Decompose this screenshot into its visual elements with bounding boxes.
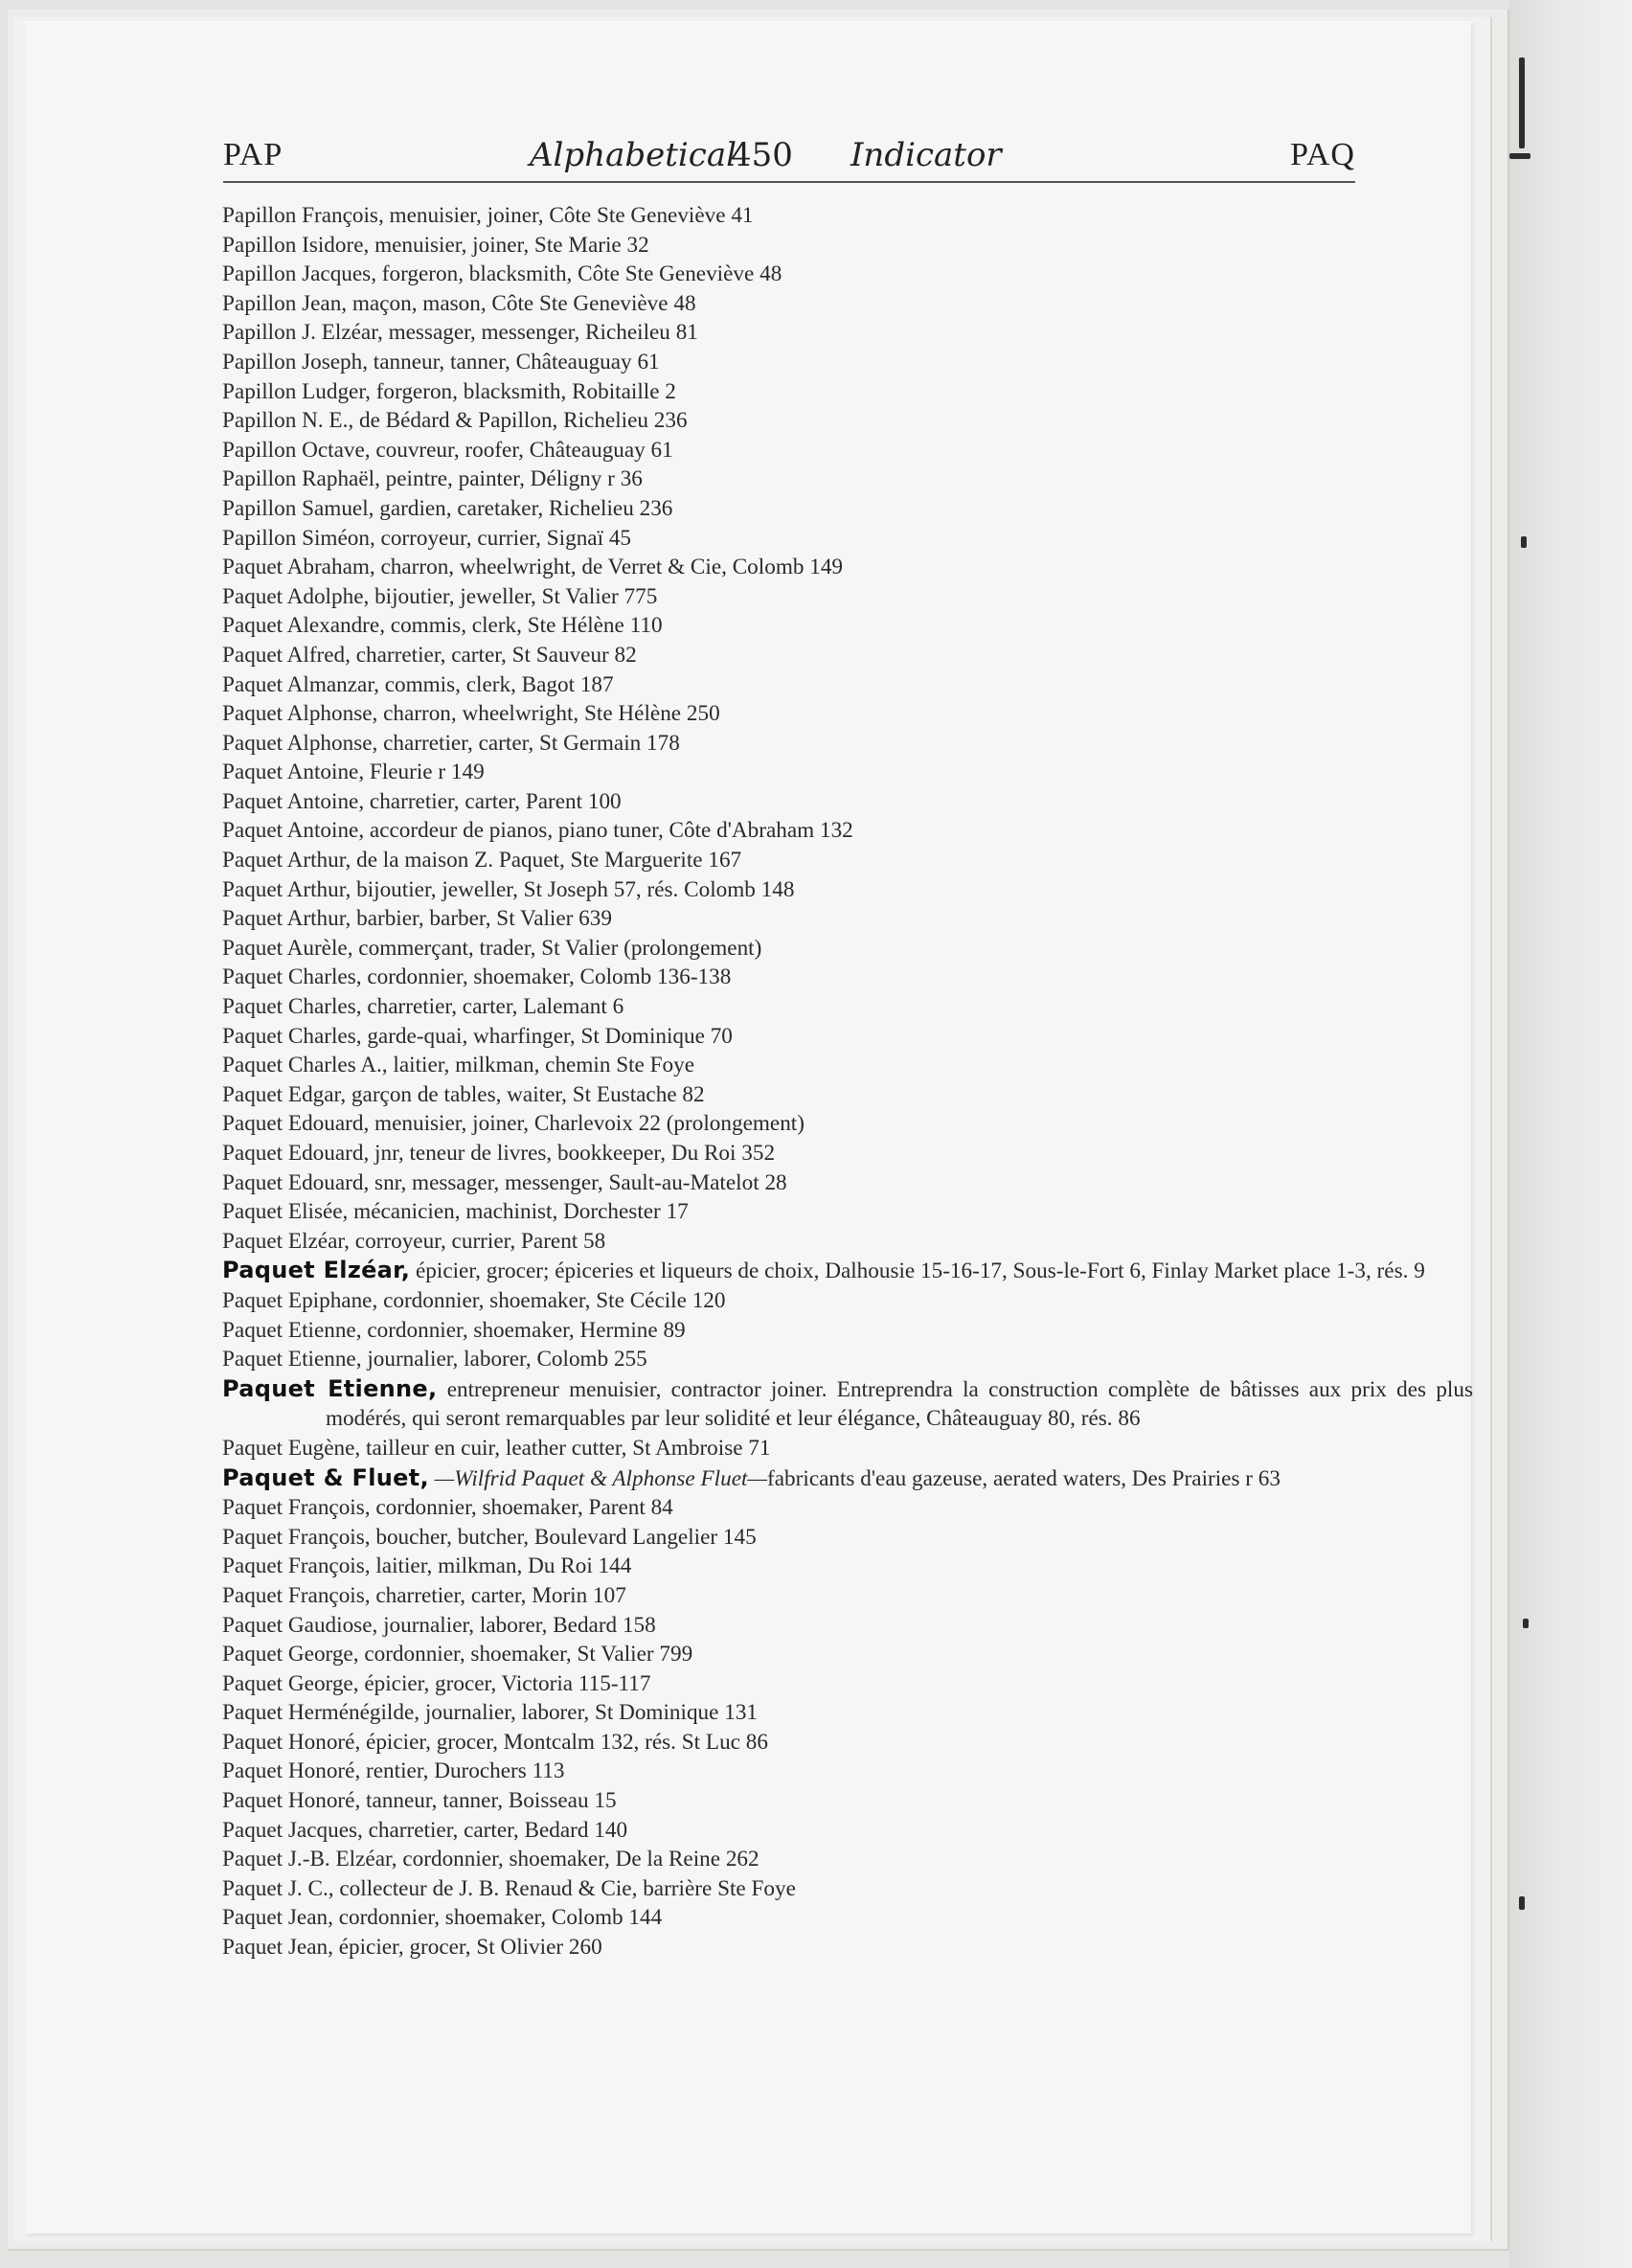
directory-entries — [222, 201, 1473, 1962]
entry-text: Paquet Herménégilde, journalier, laborer, St Dominique 131 — [222, 1700, 759, 1726]
directory-entry — [222, 1493, 1371, 1523]
directory-entry — [222, 1051, 1371, 1080]
directory-entry — [222, 553, 1371, 582]
entry-text: Paquet François, boucher, butcher, Boulevard Langelier 145 — [222, 1524, 757, 1550]
entry-text: Paquet Charles, charretier, carter, Lalemant 6 — [222, 994, 624, 1020]
directory-entry — [222, 699, 1371, 729]
entry-text: Papillon Jean, maçon, mason, Côte Ste Geneviève 48 — [222, 290, 696, 316]
entry-text: Papillon Ludger, forgeron, blacksmith, Robitaille 2 — [222, 378, 676, 404]
directory-entry — [222, 1022, 1371, 1052]
page-number: 450 — [731, 136, 793, 174]
directory-entry — [222, 1611, 1371, 1641]
directory-entry — [222, 1786, 1371, 1816]
directory-entry — [222, 729, 1371, 759]
directory-entry — [222, 318, 1371, 348]
entry-text: Papillon Octave, couvreur, roofer, Châteauguay 61 — [222, 437, 673, 463]
entry-text: Papillon Joseph, tanneur, tanner, Châteauguay 61 — [222, 349, 660, 374]
directory-entry — [222, 670, 1371, 700]
entry-text: entrepreneur menuisier, contractor joiner. Entreprendra la construction complète de bâtisses aux prix des plus modérés, qui seront remarquables par leur solidité et leur élégance, Châteauguay 80, rés. 86 — [326, 1376, 1473, 1432]
entry-text: Papillon Samuel, gardien, caretaker, Richelieu 236 — [222, 495, 673, 521]
entry-text: Paquet J. C., collecteur de J. B. Renaud & Cie, barrière Ste Foye — [222, 1875, 796, 1901]
directory-entry — [222, 1933, 1371, 1962]
directory-entry — [222, 1139, 1371, 1168]
entry-text: Paquet Adolphe, bijoutier, jeweller, St Valier 775 — [222, 583, 658, 609]
directory-entry — [222, 231, 1371, 261]
directory-entry — [222, 1874, 1371, 1904]
entry-text: Paquet Arthur, de la maison Z. Paquet, Ste Marguerite 167 — [222, 848, 742, 873]
directory-entry — [222, 816, 1371, 846]
entry-text: Paquet Jean, cordonnier, shoemaker, Colomb 144 — [222, 1905, 663, 1931]
directory-entry — [222, 260, 1371, 289]
directory-entry — [222, 1728, 1371, 1758]
entry-text: Paquet François, charretier, carter, Morin 107 — [222, 1582, 626, 1608]
entry-text: Paquet George, épicier, grocer, Victoria 115-117 — [222, 1670, 651, 1696]
directory-entry — [222, 1227, 1371, 1257]
directory-entry — [222, 934, 1371, 964]
directory-entry — [222, 377, 1371, 407]
directory-entry — [222, 1669, 1371, 1699]
entry-text: Papillon Siméon, corroyeur, currier, Signaï 45 — [222, 525, 632, 551]
entry-text: Paquet Edouard, jnr, teneur de livres, bookkeeper, Du Roi 352 — [222, 1141, 776, 1166]
entry-text: Papillon N. E., de Bédard & Papillon, Richelieu 236 — [222, 408, 688, 434]
binding-thread-mark — [1521, 536, 1527, 548]
directory-entry — [222, 1434, 1371, 1463]
directory-entry — [222, 904, 1371, 934]
entry-text: Paquet Antoine, accordeur de pianos, piano tuner, Côte d'Abraham 132 — [222, 818, 853, 844]
entry-text: Paquet Edouard, snr, messager, messenger, Sault-au-Matelot 28 — [222, 1169, 787, 1195]
entry-text: Paquet Antoine, charretier, carter, Parent 100 — [222, 788, 622, 814]
directory-entry — [222, 1345, 1371, 1374]
directory-entry — [222, 1109, 1371, 1139]
entry-bold-name: Paquet & Fluet, — [222, 1463, 429, 1491]
entry-text: Paquet Elzéar, corroyeur, currier, Parent 58 — [222, 1228, 606, 1254]
entry-text: Paquet Eugène, tailleur en cuir, leather cutter, St Ambroise 71 — [222, 1435, 771, 1461]
entry-text: Paquet Edouard, menuisier, joiner, Charlevoix 22 (prolongement) — [222, 1111, 805, 1137]
directory-entry — [222, 465, 1371, 494]
entry-text: Papillon François, menuisier, joiner, Côte Ste Geneviève 41 — [222, 203, 754, 228]
directory-entry — [222, 1256, 1473, 1286]
entry-text: Paquet Almanzar, commis, clerk, Bagot 187 — [222, 671, 614, 697]
entry-text: Paquet François, cordonnier, shoemaker, Parent 84 — [222, 1495, 673, 1521]
entry-text: Paquet Arthur, barbier, barber, St Valier 639 — [222, 906, 612, 932]
directory-entry — [222, 1552, 1371, 1581]
entry-text: Paquet Alfred, charretier, carter, St Sauveur 82 — [222, 642, 637, 668]
directory-entry — [222, 436, 1371, 465]
directory-entry — [222, 1374, 1473, 1434]
directory-entry — [222, 494, 1371, 524]
header-subtitle: Indicator — [850, 136, 1002, 174]
entry-text: Paquet Honoré, tanneur, tanner, Boisseau 15 — [222, 1788, 617, 1814]
entry-text: Paquet George, cordonnier, shoemaker, St Valier 799 — [222, 1642, 693, 1667]
header-right-guide-word: PAQ — [1290, 137, 1355, 172]
entry-text: Paquet Alphonse, charron, wheelwright, Ste Hélène 250 — [222, 701, 720, 727]
directory-entry — [222, 787, 1371, 817]
directory-entry — [222, 611, 1371, 641]
header-title: Alphabetical — [530, 136, 737, 174]
directory-entry — [222, 1286, 1371, 1316]
directory-entry — [222, 201, 1371, 231]
directory-entry — [222, 406, 1371, 436]
entry-text: Paquet Jean, épicier, grocer, St Olivier 260 — [222, 1935, 602, 1961]
directory-entry — [222, 1168, 1371, 1198]
directory-entry — [222, 1197, 1371, 1227]
entry-text: Paquet Aurèle, commerçant, trader, St Valier (prolongement) — [222, 935, 762, 961]
binding-thread-mark — [1519, 57, 1525, 148]
directory-entry — [222, 1698, 1371, 1728]
entry-text: fabricants d'eau gazeuse, aerated waters, Des Prairies r 63 — [767, 1465, 1281, 1491]
entry-text: Paquet Edgar, garçon de tables, waiter, St Eustache 82 — [222, 1081, 705, 1107]
directory-entry — [222, 1845, 1371, 1874]
entry-text: Paquet Alphonse, charretier, carter, St Germain 178 — [222, 730, 680, 756]
directory-entry — [222, 875, 1371, 905]
entry-text: Paquet Epiphane, cordonnier, shoemaker, Ste Cécile 120 — [222, 1287, 726, 1313]
entry-text: Paquet Charles A., laitier, milkman, chemin Ste Foye — [222, 1053, 695, 1078]
entry-italic-text: —Wilfrid Paquet & Alphonse Fluet— — [428, 1465, 768, 1491]
entry-text: Paquet Arthur, bijoutier, jeweller, St Joseph 57, rés. Colomb 148 — [222, 876, 795, 902]
page-header — [223, 134, 1355, 184]
entry-text: Paquet Alexandre, commis, clerk, Ste Hélène 110 — [222, 613, 663, 639]
entry-text: Paquet Elisée, mécanicien, machinist, Dorchester 17 — [222, 1199, 689, 1225]
entry-text: Paquet François, laitier, milkman, Du Roi 144 — [222, 1554, 632, 1579]
directory-entry — [222, 1816, 1371, 1846]
directory-entry — [222, 1903, 1371, 1933]
entry-text: Paquet Charles, garde-quai, wharfinger, St Dominique 70 — [222, 1023, 733, 1049]
entry-text: Paquet Etienne, cordonnier, shoemaker, Hermine 89 — [222, 1317, 686, 1343]
directory-entry — [222, 963, 1371, 992]
entry-text: Paquet Antoine, Fleurie r 149 — [222, 760, 485, 785]
directory-entry — [222, 1523, 1371, 1553]
directory-entry — [222, 1581, 1371, 1611]
directory-entry — [222, 524, 1371, 554]
entry-text: Papillon Isidore, menuisier, joiner, Ste Marie 32 — [222, 232, 649, 258]
header-left-guide-word: PAP — [223, 137, 283, 172]
entry-text: Paquet Charles, cordonnier, shoemaker, Colomb 136-138 — [222, 964, 732, 990]
entry-text: Paquet Gaudiose, journalier, laborer, Bedard 158 — [222, 1612, 656, 1638]
entry-bold-name: Paquet Etienne, — [222, 1374, 438, 1402]
entry-text: Paquet Abraham, charron, wheelwright, de Verret & Cie, Colomb 149 — [222, 555, 844, 580]
directory-entry — [222, 1080, 1371, 1110]
binding-thread-mark — [1509, 153, 1530, 159]
directory-entry — [222, 641, 1371, 670]
directory-entry — [222, 1640, 1371, 1669]
directory-entry — [222, 1463, 1473, 1494]
directory-entry — [222, 582, 1371, 612]
book-binding-margin — [1509, 0, 1632, 2268]
directory-entry — [222, 992, 1371, 1022]
binding-thread-mark — [1523, 1619, 1529, 1628]
entry-bold-name: Paquet Elzéar, — [222, 1257, 411, 1284]
binding-thread-mark — [1519, 1896, 1525, 1910]
directory-entry — [222, 289, 1371, 319]
entry-text: Papillon Raphaël, peintre, painter, Déligny r 36 — [222, 466, 643, 492]
entry-text: Paquet Jacques, charretier, carter, Bedard 140 — [222, 1817, 628, 1843]
directory-entry — [222, 348, 1371, 377]
directory-entry — [222, 1316, 1371, 1346]
entry-text: Paquet Honoré, épicier, grocer, Montcalm 132, rés. St Luc 86 — [222, 1729, 768, 1755]
header-rule — [223, 181, 1355, 183]
entry-text: Papillon Jacques, forgeron, blacksmith, Côte Ste Geneviève 48 — [222, 261, 782, 287]
entry-text: Paquet J.-B. Elzéar, cordonnier, shoemaker, De la Reine 262 — [222, 1847, 759, 1872]
entry-text: épicier, grocer; épiceries et liqueurs de choix, Dalhousie 15-16-17, Sous-le-Fort 6, Finlay Market place 1-3, rés. 9 — [410, 1259, 1425, 1284]
entry-text: Paquet Honoré, rentier, Durochers 113 — [222, 1758, 565, 1784]
directory-entry — [222, 1757, 1371, 1786]
directory-entry — [222, 758, 1371, 787]
directory-entry — [222, 846, 1371, 875]
entry-text: Papillon J. Elzéar, messager, messenger, Richeileu 81 — [222, 320, 698, 346]
entry-text: Paquet Etienne, journalier, laborer, Colomb 255 — [222, 1347, 647, 1372]
